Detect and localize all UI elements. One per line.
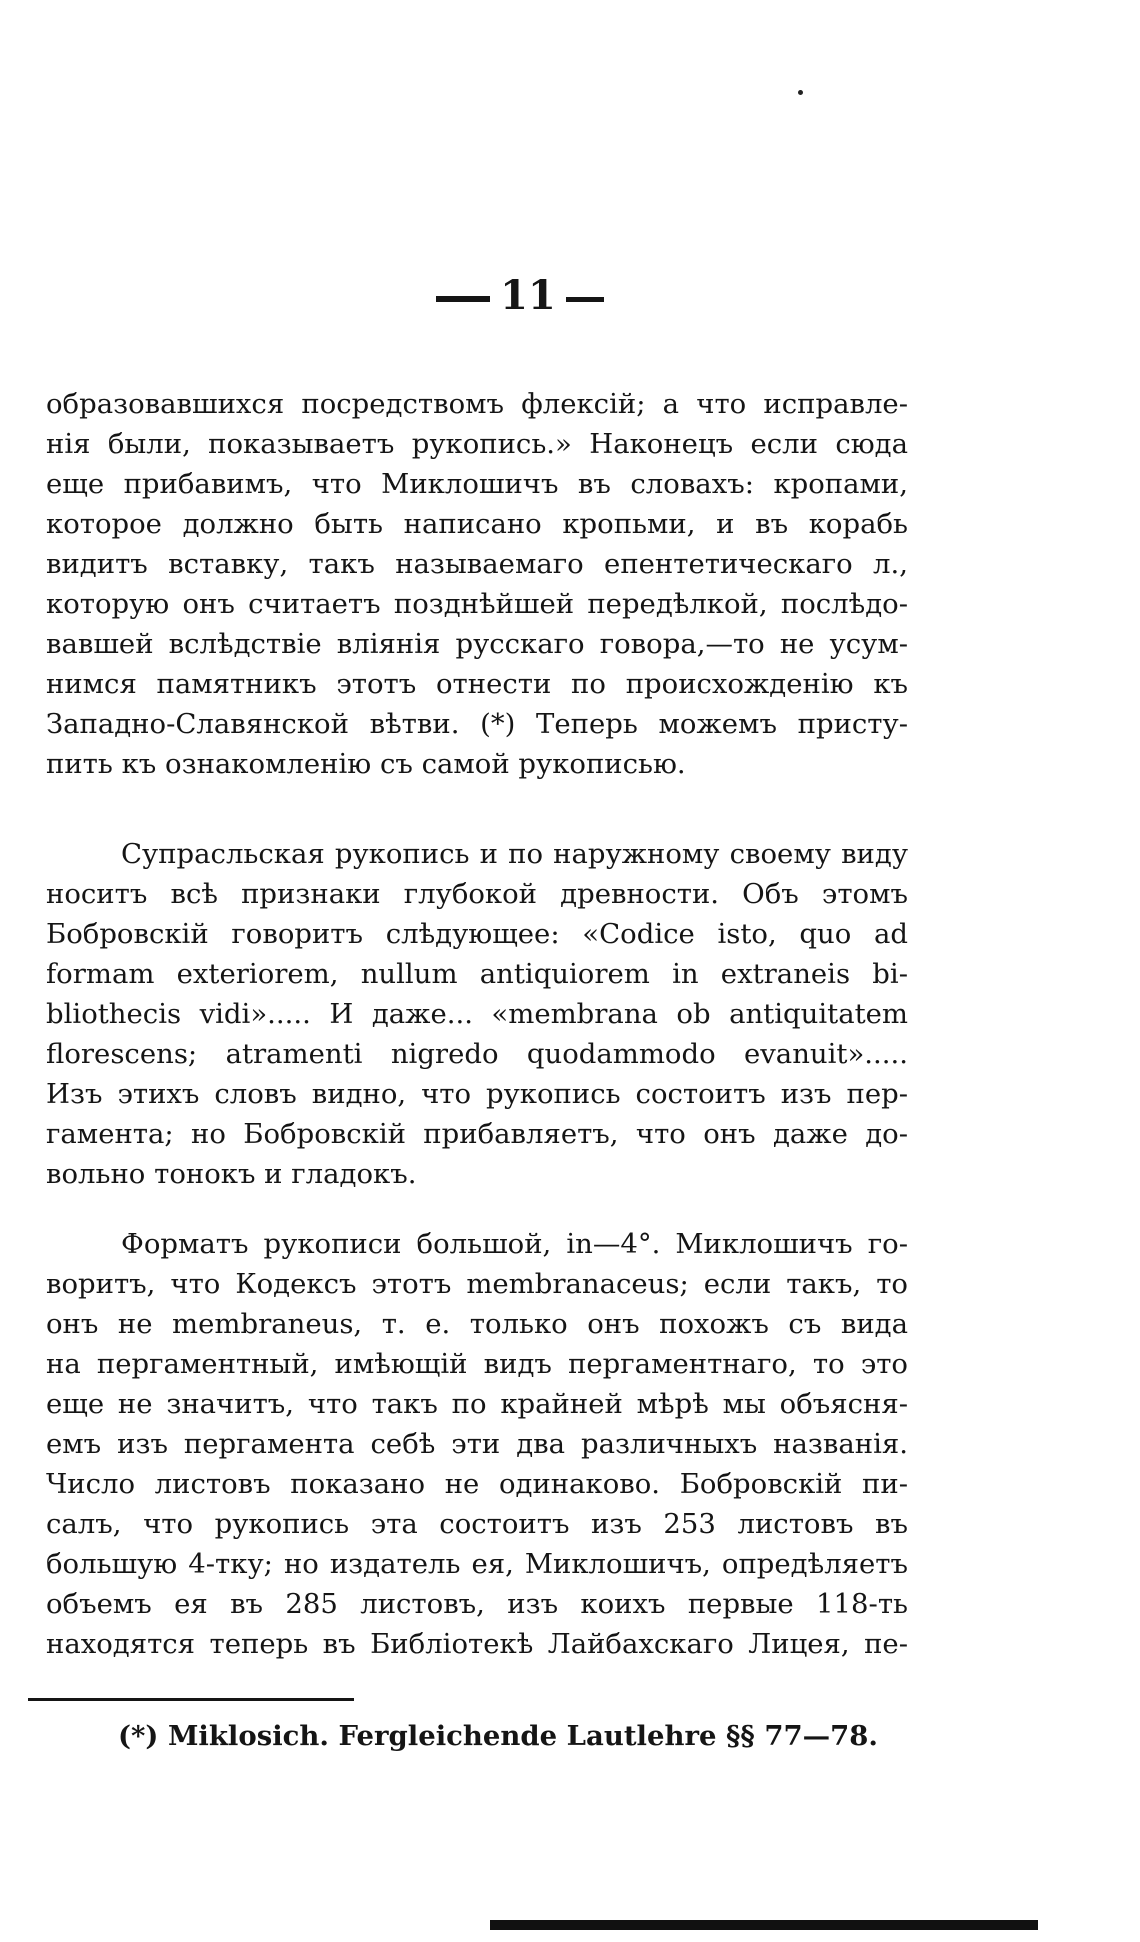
text-line: нимся памятникъ этотъ отнести по происхожденію къ [46, 668, 908, 700]
footnote: (*) Miklosich. Fergleichende Lautlehre §§ 77—78. [118, 1720, 878, 1752]
text-line: гамента; но Бобровскій прибавляетъ, что онъ даже до- [46, 1118, 908, 1150]
header-dash-right [566, 297, 604, 302]
text-line: bliothecis vidi»..... И даже... «membrana ob antiquitatem [46, 998, 908, 1030]
header-dash-left [436, 296, 490, 302]
text-line: видитъ вставку, такъ называемаго епентетическаго л., [46, 548, 908, 580]
text-line: еще не значитъ, что такъ по крайней мѣрѣ мы объясня- [46, 1388, 908, 1420]
paragraph-3 [46, 1224, 908, 1664]
text-line: объемъ ея въ 285 листовъ, изъ коихъ первые 118-ть [46, 1588, 908, 1620]
scan-speck [798, 90, 803, 95]
text-line: которое должно быть написано кропьми, и въ корабь [46, 508, 908, 540]
text-line: пить къ ознакомленію съ самой рукописью. [46, 748, 686, 780]
text-line: еще прибавимъ, что Миклошичъ въ словахъ: кропами, [46, 468, 908, 500]
paragraph-2 [46, 834, 908, 1194]
text-line: вольно тонокъ и гладокъ. [46, 1158, 417, 1190]
text-line: Супрасльская рукопись и по наружному своему виду [121, 838, 908, 870]
page-number: 11 [500, 272, 556, 319]
paragraph-1 [46, 384, 908, 784]
text-line: Форматъ рукописи большой, in—4°. Миклошичъ го- [121, 1228, 908, 1260]
text-line: находятся теперь въ Библіотекѣ Лайбахскаго Лицея, пе- [46, 1628, 908, 1660]
text-line: Число листовъ показано не одинаково. Бобровскій пи- [46, 1468, 908, 1500]
text-line: Бобровскій говоритъ слѣдующее: «Codice isto, quo ad [46, 918, 908, 950]
text-line: салъ, что рукопись эта состоитъ изъ 253 листовъ въ [46, 1508, 908, 1540]
text-line: большую 4-тку; но издатель ея, Миклошичъ, опредѣляетъ [46, 1548, 908, 1580]
text-line: вавшей вслѣдствіе вліянія русскаго говора,—то не усум- [46, 628, 908, 660]
text-line: емъ изъ пергамента себѣ эти два различныхъ названія. [46, 1428, 908, 1460]
text-line: нія были, показываетъ рукопись.» Наконецъ если сюда [46, 428, 908, 460]
text-line: онъ не membraneus, т. е. только онъ похожъ съ вида [46, 1308, 908, 1340]
text-line: Западно-Славянской вѣтви. (*) Теперь можемъ присту- [46, 708, 908, 740]
scan-edge-bar [490, 1920, 1038, 1930]
text-line: на пергаментный, имѣющій видъ пергаментнаго, то это [46, 1348, 908, 1380]
text-line: formam exteriorem, nullum antiquiorem in extraneis bi- [46, 958, 908, 990]
text-line: Изъ этихъ словъ видно, что рукопись состоитъ изъ пер- [46, 1078, 908, 1110]
footnote-divider [28, 1698, 354, 1701]
text-line: носитъ всѣ признаки глубокой древности. Объ этомъ [46, 878, 908, 910]
text-line: образовавшихся посредствомъ флексій; а что исправле- [46, 388, 908, 420]
text-line: воритъ, что Кодексъ этотъ membranaceus; если такъ, то [46, 1268, 908, 1300]
text-line: которую онъ считаетъ позднѣйшей передѣлкой, послѣдо- [46, 588, 908, 620]
text-line: florescens; atramenti nigredo quodammodo evanuit»..... [46, 1038, 908, 1070]
page-number-header [0, 272, 1040, 319]
